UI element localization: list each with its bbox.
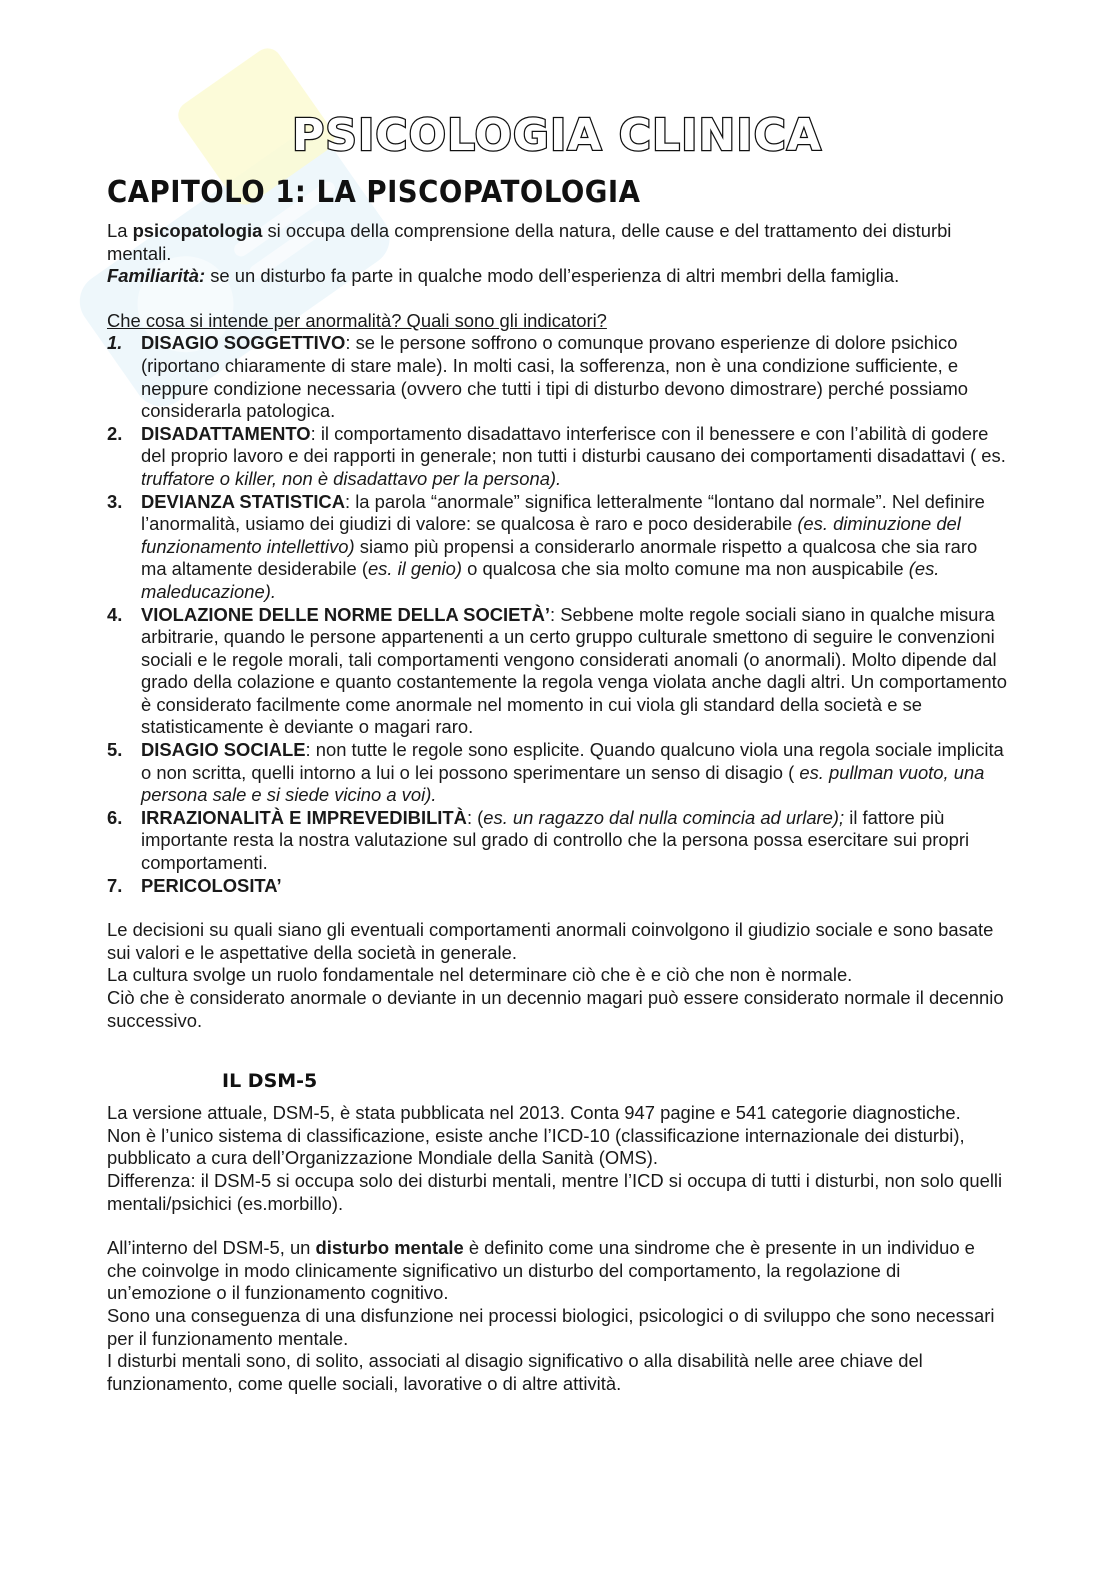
dsm-paragraph: Differenza: il DSM-5 si occupa solo dei disturbi mentali, mentre l’ICD si occupa di tutti i disturbi, non solo quelli mentali/psichici (es.morbillo). (107, 1169, 1003, 1214)
indicators-list (107, 332, 1007, 897)
intro-text: si occupa della comprensione della natura, delle cause e del trattamento dei disturbi mentali. (107, 220, 952, 264)
list-number: 2. (107, 422, 123, 444)
item-text: : non tutte le regole sono esplicite. Quando qualcuno viola una regola sociale implicita o non scritta, quelli intorno a lui o lei possono sperimentare un senso di disagio ( (141, 739, 1004, 783)
culture-paragraph: Ciò che è considerato anormale o deviante in un decennio magari può essere considerato normale il decennio successivo. (107, 987, 1004, 1031)
item-title: IRRAZIONALITÀ E IMPREVEDIBILITÀ (141, 806, 467, 828)
list-item (107, 491, 1007, 604)
list-number: 6. (107, 806, 123, 828)
list-item (107, 604, 1007, 740)
list-number: 4. (107, 603, 123, 625)
indicators-question: Che cosa si intende per anormalità? Quali sono gli indicatori? (107, 309, 607, 331)
list-item (107, 332, 1007, 422)
list-item (107, 423, 1007, 491)
dsm-text: è definito come una sindrome che è presente in un individuo e che coinvolge in modo clinicamente significativo un disturbo del comportamento, la regolazione di un’emozione o il funzionamento cognitivo. (107, 1237, 975, 1304)
list-number: 7. (107, 874, 123, 896)
chapter-title: CAPITOLO 1: LA PISCOPATOLOGIA (107, 175, 641, 210)
list-item (107, 807, 1007, 875)
culture-paragraph: La cultura svolge un ruolo fondamentale nel determinare ciò che è e ciò che non è normale. (107, 964, 853, 986)
dsm-paragraph: Sono una conseguenza di una disfunzione nei processi biologici, psicologici o di sviluppo che sono necessari per il funzionamento mentale. (107, 1304, 995, 1349)
dsm-definition-paragraph (107, 1237, 1007, 1305)
item-text: il fattore più importante resta la nostra valutazione sul grado di controllo che la persona possa esercitare sui propri comportamenti. (141, 806, 970, 874)
item-text: siamo più propensi a considerarlo anormale rispetto a qualcosa che sia raro ma altamente desiderabile ( (141, 535, 978, 580)
list-number: 5. (107, 739, 123, 761)
section-heading-dsm: IL DSM-5 (222, 1070, 318, 1093)
item-title: VIOLAZIONE DELLE NORME DELLA SOCIETÀ’ (141, 603, 551, 625)
item-title: PERICOLOSITA’ (141, 874, 282, 896)
item-title: DISAGIO SOCIALE (141, 739, 306, 761)
item-example: (es. diminuzione del funzionamento intellettivo) (141, 513, 961, 557)
list-number: 1. (107, 332, 123, 354)
dsm-paragraph: Non è l’unico sistema di classificazione, esiste anche l’ICD-10 (classificazione internazionale dei disturbi), pubblicato a cura dell’Organizzazione Mondiale della Sanità (OMS). (107, 1124, 965, 1169)
item-example: es. il genio) (367, 558, 462, 580)
page-title: PSICOLOGIA CLINICA (292, 110, 822, 161)
term-disturbo-mentale: disturbo mentale (315, 1237, 464, 1259)
item-example: es. un ragazzo dal nulla comincia ad urlare); (483, 806, 845, 828)
term-familiarita: Familiarità: (107, 265, 206, 287)
dsm-text: All’interno del DSM-5, un (107, 1237, 316, 1259)
item-text: : ( (466, 806, 484, 828)
item-text: o qualcosa che sia molto comune ma non auspicabile (462, 558, 909, 580)
intro-text: La (107, 220, 133, 241)
intro-paragraph (107, 220, 1007, 265)
document-page (107, 108, 1007, 1395)
list-number: 3. (107, 490, 123, 512)
item-text: : se le persone soffrono o comunque provano esperienze di dolore psichico (riportano chiaramente di stare male). In molti casi, la sofferenza, non è una condizione sufficiente, e neppure condizione necessaria (ovvero che tutti i tipi di disturbo devono dimostrare) perché possiamo considerarla patologica. (141, 332, 969, 422)
item-example: es. pullman vuoto, una persona sale e si siede vicino a voi). (141, 761, 985, 806)
list-item (107, 875, 1007, 898)
item-text: : Sebbene molte regole sociali siano in qualche misura arbitrarie, quando le persone appartenenti a un certo gruppo culturale smettono di seguire le convenzioni sociali e le regole morali, tali comportamenti vengono considerati anomali (o anormali). Molto dipende dal grado della colazione e quanto costantemente la regola venga violata anche dagli altri. Un comportamento è considerato facilmente come anormale nel momento in cui viola gli standard della società e se statisticamente è deviante o magari raro. (141, 603, 1007, 738)
term-psicopatologia: psicopatologia (132, 220, 263, 241)
dsm-paragraph: La versione attuale, DSM-5, è stata pubblicata nel 2013. Conta 947 pagine e 541 categorie diagnostiche. (107, 1102, 961, 1124)
item-example: (es. maleducazione). (141, 558, 940, 602)
item-text: : la parola “anormale” significa letteralmente “lontano dal normale”. Nel definire l’anormalità, usiamo dei giudizi di valore: se qualcosa è raro e poco desiderabile (141, 490, 985, 535)
familiarity-text: se un disturbo fa parte in qualche modo dell’esperienza di altri membri della famiglia. (205, 265, 900, 287)
familiarity-paragraph (107, 265, 1007, 288)
item-example: truffatore o killer, non è disadattavo per la persona). (141, 467, 562, 489)
item-title: DISAGIO SOGGETTIVO (141, 332, 346, 354)
item-title: DISADATTAMENTO (141, 422, 311, 444)
culture-paragraph: Le decisioni su quali siano gli eventuali comportamenti anormali coinvolgono il giudizio sociale e sono basate sui valori e le aspettative della società in generale. (107, 919, 994, 963)
item-text: : il comportamento disadattavo interferisce con il benessere e con l’abilità di godere del proprio lavoro e dei rapporti in generale; non tutti i disturbi causano dei comportamenti disadattavi ( es. (141, 422, 1006, 467)
item-title: DEVIANZA STATISTICA (141, 490, 345, 512)
dsm-paragraph: I disturbi mentali sono, di solito, associati al disagio significativo o alla disabilità nelle aree chiave del funzionamento, come quelle sociali, lavorative o di altre attività. (107, 1350, 923, 1394)
list-item (107, 739, 1007, 807)
